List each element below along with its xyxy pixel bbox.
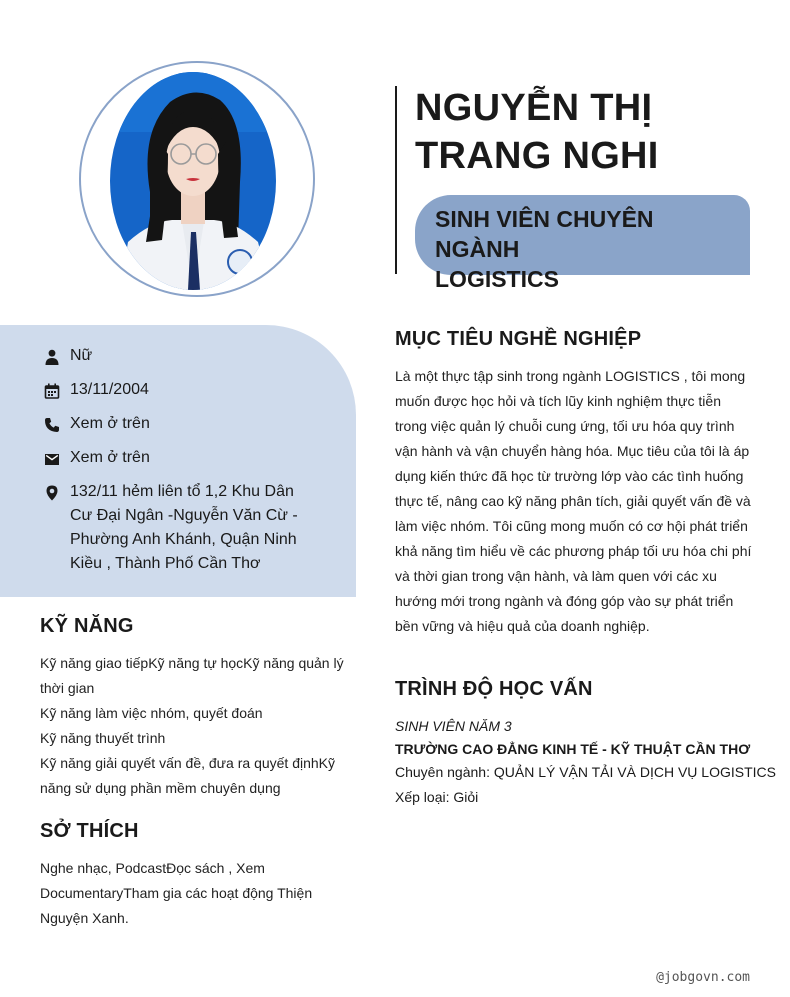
phone-icon	[44, 417, 60, 433]
skills-line: Kỹ năng làm việc nhóm, quyết đoán	[40, 705, 263, 721]
location-pin-icon	[44, 485, 60, 501]
hobbies-list	[40, 856, 350, 931]
education-grade: Xếp loại: Giỏi	[395, 789, 479, 805]
objective-line: trong việc quản lý chuỗi cung ứng, tối ưu hóa quy trình	[395, 418, 735, 434]
education-school: TRƯỜNG CAO ĐẲNG KINH TẾ - KỸ THUẬT CẦN THƠ	[395, 741, 751, 757]
birthday-value: 13/11/2004	[70, 381, 149, 398]
contact-address	[44, 484, 306, 576]
education-major: Chuyên ngành: QUẢN LÝ VẬN TẢI VÀ DỊCH VỤ LOGISTICS	[395, 764, 776, 780]
hobbies-line: Nghe nhạc, PodcastĐọc sách , Xem	[40, 860, 265, 876]
candidate-name	[415, 84, 775, 180]
hobbies-line: DocumentaryTham gia các hoạt động Thiện	[40, 885, 313, 901]
objective-line: bền vững và hiệu quả của doanh nghiệp.	[395, 618, 650, 634]
objective-line: Là một thực tập sinh trong ngành LOGISTICS , tôi mong	[395, 368, 746, 384]
avatar	[110, 72, 276, 290]
objective-line: và thời gian trong vận hành, và làm quen với các xu	[395, 568, 717, 584]
person-icon	[44, 349, 60, 365]
objective-line: hướng mới trong ngành và đóng góp vào sự phát triển	[395, 593, 734, 609]
objective-line: muốn được học hỏi và tích lũy kinh nghiệm thực tiễn	[395, 393, 721, 409]
calendar-icon	[44, 383, 60, 399]
skills-heading: KỸ NĂNG	[40, 615, 134, 637]
objective-line: làm việc nhóm. Tôi cũng mong muốn có cơ hội phát triển	[395, 518, 748, 534]
name-accent-bar	[395, 86, 397, 274]
mail-icon	[44, 451, 60, 467]
objective-line: thực tế, nâng cao kỹ năng phân tích, giải quyết vấn đề và	[395, 493, 751, 509]
contact-phone	[44, 416, 150, 436]
objective-heading: MỤC TIÊU NGHỀ NGHIỆP	[395, 328, 642, 350]
phone-value[interactable]: Xem ở trên	[70, 415, 150, 432]
name-line-1: NGUYỄN THỊ	[415, 87, 653, 129]
hobbies-line: Nguyện Xanh.	[40, 910, 129, 926]
skills-line: Kỹ năng thuyết trình	[40, 730, 166, 746]
gender-value: Nữ	[70, 347, 93, 364]
watermark: @jobgovn.com	[656, 970, 750, 985]
objective-text	[395, 364, 765, 639]
hobbies-heading: SỞ THÍCH	[40, 820, 139, 842]
skills-line: thời gian	[40, 680, 95, 696]
email-value[interactable]: Xem ở trên	[70, 449, 150, 466]
contact-birthday	[44, 382, 149, 402]
job-title-line-1: SINH VIÊN CHUYÊN NGÀNH	[435, 206, 654, 262]
job-title-banner	[415, 195, 750, 292]
education-heading: TRÌNH ĐỘ HỌC VẤN	[395, 678, 593, 700]
name-line-2: TRANG NGHI	[415, 135, 659, 177]
skills-line: Kỹ năng giải quyết vấn đề, đưa ra quyết địnhKỹ	[40, 755, 336, 771]
address-value: 132/11 hẻm liên tổ 1,2 Khu Dân Cư Đại Ngân -Nguyễn Văn Cừ - Phường Anh Khánh, Quận Ninh Kiều , Thành Phố Cần Thơ	[70, 483, 298, 572]
contact-email	[44, 450, 150, 470]
education-level: SINH VIÊN NĂM 3	[395, 718, 512, 734]
objective-line: khả năng tìm hiểu về các phương pháp tối ưu hóa chi phí	[395, 543, 752, 559]
skills-list	[40, 651, 350, 801]
skills-line: Kỹ năng giao tiếpKỹ năng tự họcKỹ năng quản lý	[40, 655, 344, 671]
objective-line: vận hành và vận chuyển hàng hóa. Mục tiêu của tôi là áp	[395, 443, 750, 459]
contact-gender	[44, 348, 92, 368]
skills-line: năng sử dụng phần mềm chuyên dụng	[40, 780, 281, 796]
objective-line: dụng kiến thức đã học từ trường lớp vào các tình huống	[395, 468, 744, 484]
job-title-line-2: LOGISTICS	[435, 266, 559, 292]
